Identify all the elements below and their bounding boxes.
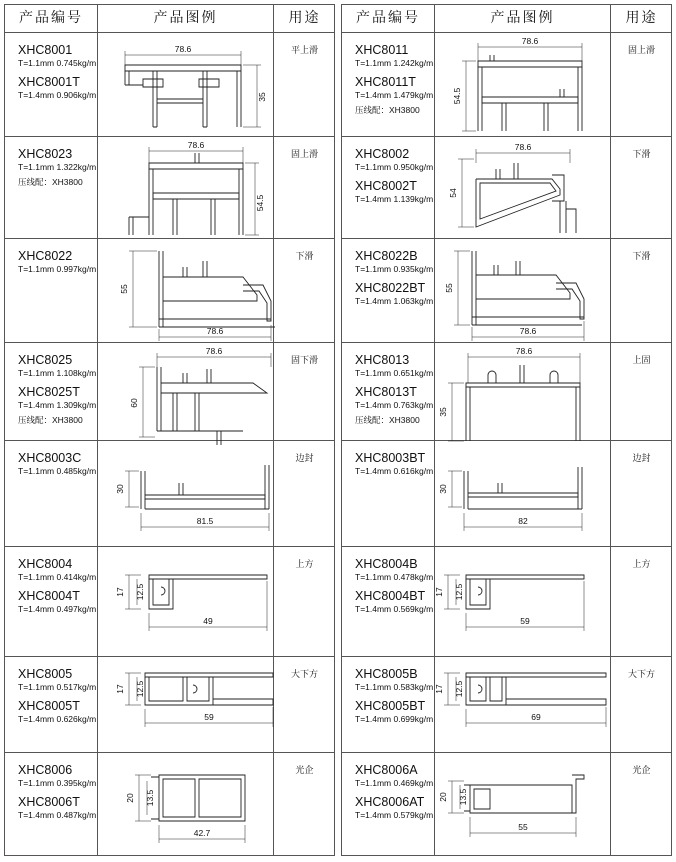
product-usage: 下滑 xyxy=(632,252,651,262)
dim-width: 59 xyxy=(520,616,530,626)
product-spec: T=1.1mm 0.745kg/m xyxy=(18,58,97,68)
product-code-alt: XHC8025T xyxy=(18,385,80,399)
product-code: XHC8025 xyxy=(18,353,73,367)
profile-drawing xyxy=(103,345,273,441)
header-figure: 产品图例 xyxy=(153,10,218,26)
product-usage: 固上滑 xyxy=(290,150,318,160)
product-spec: T=1.1mm 0.414kg/m xyxy=(18,572,97,582)
dim-height: 55 xyxy=(119,284,129,294)
dim-outer: 20 xyxy=(438,792,448,802)
dim-inner: 13.5 xyxy=(458,788,468,806)
product-spec: T=1.1mm 0.469kg/m xyxy=(355,778,434,788)
dim-height: 35 xyxy=(438,407,448,417)
profile-drawing xyxy=(440,139,610,239)
catalog-table-right xyxy=(341,4,672,856)
product-code: XHC8006A xyxy=(355,763,418,777)
dim-width: 78.6 xyxy=(515,346,533,356)
product-usage: 固上滑 xyxy=(627,46,655,56)
profile-drawing xyxy=(440,755,610,855)
product-note: 压线配：XH3800 xyxy=(355,105,420,115)
header-code: 产品编号 xyxy=(356,10,420,26)
dim-width: 78.6 xyxy=(514,142,532,152)
product-spec: T=1.1mm 0.395kg/m xyxy=(18,778,97,788)
product-spec: T=1.4mm 0.616kg/m xyxy=(355,466,434,476)
profile-drawing xyxy=(103,443,273,545)
product-row xyxy=(342,441,671,547)
product-code: XHC8002 xyxy=(355,147,410,161)
product-spec-alt: T=1.4mm 0.906kg/m xyxy=(18,90,97,100)
profile-drawing xyxy=(103,755,273,855)
dim-height: 60 xyxy=(129,398,139,408)
product-code-alt: XHC8022BT xyxy=(355,281,426,295)
product-row xyxy=(5,441,334,547)
product-note: 压线配：XH3800 xyxy=(18,415,83,425)
product-spec-alt: T=1.4mm 0.487kg/m xyxy=(18,810,97,820)
dim-width: 78.6 xyxy=(519,326,537,336)
product-spec: T=1.1mm 0.935kg/m xyxy=(355,264,434,274)
dim-outer: 17 xyxy=(434,587,444,597)
product-spec-alt: T=1.4mm 0.497kg/m xyxy=(18,604,97,614)
product-code: XHC8005 xyxy=(18,667,73,681)
product-code: XHC8013 xyxy=(355,353,410,367)
profile-drawing xyxy=(440,241,610,343)
product-row xyxy=(342,753,671,857)
product-spec-alt: T=1.4mm 0.763kg/m xyxy=(355,400,434,410)
product-usage: 平上滑 xyxy=(290,46,318,56)
product-code-alt: XHC8005T xyxy=(18,699,80,713)
product-code: XHC8004B xyxy=(355,557,418,571)
dim-inner: 12.5 xyxy=(135,680,145,698)
product-usage: 边封 xyxy=(295,454,314,464)
dim-height: 55 xyxy=(444,283,454,293)
dim-height: 30 xyxy=(115,484,125,494)
header-figure: 产品图例 xyxy=(490,10,555,26)
product-row xyxy=(342,547,671,657)
profile-drawing xyxy=(440,345,610,441)
product-spec: T=1.1mm 1.108kg/m xyxy=(18,368,97,378)
dim-width: 78.6 xyxy=(187,140,205,150)
profile-drawing xyxy=(440,35,610,135)
product-spec-alt: T=1.4mm 0.579kg/m xyxy=(355,810,434,820)
dim-width: 78.6 xyxy=(205,346,223,356)
product-code-alt: XHC8004T xyxy=(18,589,80,603)
product-spec: T=1.1mm 0.651kg/m xyxy=(355,368,434,378)
profile-drawing xyxy=(103,35,273,135)
product-code-alt: XHC8002T xyxy=(355,179,417,193)
product-spec-alt: T=1.4mm 1.479kg/m xyxy=(355,90,434,100)
dim-outer: 20 xyxy=(125,793,135,803)
product-usage: 上固 xyxy=(632,356,651,366)
dim-width: 78.6 xyxy=(206,326,224,336)
product-code-alt: XHC8001T xyxy=(18,75,80,89)
product-row xyxy=(342,657,671,753)
catalog-table-left xyxy=(4,4,335,856)
product-usage: 下滑 xyxy=(295,252,314,262)
profile-drawing xyxy=(440,443,610,545)
header-code: 产品编号 xyxy=(19,10,83,26)
product-row xyxy=(5,33,334,137)
dim-width: 78.6 xyxy=(174,44,192,54)
product-row xyxy=(342,343,671,441)
product-code: XHC8003BT xyxy=(355,451,426,465)
product-spec: T=1.1mm 0.478kg/m xyxy=(355,572,434,582)
product-row xyxy=(342,239,671,343)
product-spec-alt: T=1.4mm 1.063kg/m xyxy=(355,296,434,306)
dim-width: 59 xyxy=(204,712,214,722)
product-code: XHC8001 xyxy=(18,43,73,57)
dim-inner: 12.5 xyxy=(454,680,464,698)
dim-width: 82 xyxy=(518,516,528,526)
dim-inner: 13.5 xyxy=(145,789,155,807)
dim-width: 81.5 xyxy=(196,516,214,526)
product-row xyxy=(5,657,334,753)
product-code: XHC8005B xyxy=(355,667,418,681)
product-usage: 上方 xyxy=(295,560,314,570)
dim-outer: 17 xyxy=(434,684,444,694)
table-header xyxy=(5,5,334,33)
product-spec: T=1.1mm 0.485kg/m xyxy=(18,466,97,476)
dim-height: 54 xyxy=(448,188,458,198)
product-spec-alt: T=1.4mm 0.699kg/m xyxy=(355,714,434,724)
product-code: XHC8022 xyxy=(18,249,73,263)
dim-inner: 12.5 xyxy=(454,583,464,601)
product-code-alt: XHC8011T xyxy=(355,75,416,89)
product-spec: T=1.1mm 1.242kg/m xyxy=(355,58,434,68)
product-spec-alt: T=1.4mm 1.309kg/m xyxy=(18,400,97,410)
product-note: 压线配：XH3800 xyxy=(355,415,420,425)
profile-drawing xyxy=(103,139,273,239)
product-usage: 光企 xyxy=(295,766,314,776)
dim-width: 55 xyxy=(518,822,528,832)
header-usage: 用途 xyxy=(625,10,658,26)
product-row xyxy=(5,137,334,239)
product-spec: T=1.1mm 0.583kg/m xyxy=(355,682,434,692)
product-code: XHC8003C xyxy=(18,451,82,465)
product-row xyxy=(5,547,334,657)
header-usage: 用途 xyxy=(288,10,321,26)
dim-height: 30 xyxy=(438,484,448,494)
dim-width: 42.7 xyxy=(193,828,211,838)
product-code: XHC8004 xyxy=(18,557,73,571)
profile-drawing xyxy=(434,659,610,751)
dim-width: 49 xyxy=(203,616,213,626)
product-row xyxy=(342,137,671,239)
product-usage: 固下滑 xyxy=(290,356,318,366)
product-usage: 上方 xyxy=(632,560,651,570)
product-code-alt: XHC8006T xyxy=(18,795,80,809)
product-row xyxy=(5,753,334,857)
product-spec-alt: T=1.4mm 0.569kg/m xyxy=(355,604,434,614)
product-note: 压线配：XH3800 xyxy=(18,177,83,187)
profile-drawing xyxy=(103,241,273,343)
product-code: XHC8022B xyxy=(355,249,418,263)
product-spec: T=1.1mm 0.950kg/m xyxy=(355,162,434,172)
dim-inner: 12.5 xyxy=(135,583,145,601)
dim-width: 69 xyxy=(531,712,541,722)
product-code-alt: XHC8005BT xyxy=(355,699,426,713)
profile-drawing xyxy=(103,549,273,655)
product-code: XHC8006 xyxy=(18,763,73,777)
table-header xyxy=(342,5,671,33)
product-row xyxy=(5,239,334,343)
dim-height: 35 xyxy=(257,92,267,102)
product-usage: 大下方 xyxy=(627,670,655,680)
profile-drawing xyxy=(434,549,610,655)
product-code-alt: XHC8004BT xyxy=(355,589,426,603)
product-usage: 边封 xyxy=(632,454,651,464)
product-usage: 光企 xyxy=(632,766,651,776)
dim-width: 78.6 xyxy=(521,36,539,46)
profile-drawing xyxy=(103,659,273,751)
dim-height: 54.5 xyxy=(255,194,265,212)
product-code: XHC8023 xyxy=(18,147,73,161)
product-code-alt: XHC8006AT xyxy=(355,795,425,809)
product-spec: T=1.1mm 0.517kg/m xyxy=(18,682,97,692)
product-spec-alt: T=1.4mm 0.626kg/m xyxy=(18,714,97,724)
dim-height: 54.5 xyxy=(452,87,462,105)
product-code-alt: XHC8013T xyxy=(355,385,417,399)
product-spec-alt: T=1.4mm 1.139kg/m xyxy=(355,194,434,204)
product-row xyxy=(5,343,334,441)
product-usage: 下滑 xyxy=(632,150,651,160)
product-spec: T=1.1mm 0.997kg/m xyxy=(18,264,97,274)
product-spec: T=1.1mm 1.322kg/m xyxy=(18,162,97,172)
product-code: XHC8011 xyxy=(355,43,409,57)
dim-outer: 17 xyxy=(115,684,125,694)
product-row xyxy=(342,33,671,137)
dim-outer: 17 xyxy=(115,587,125,597)
product-usage: 大下方 xyxy=(290,670,318,680)
